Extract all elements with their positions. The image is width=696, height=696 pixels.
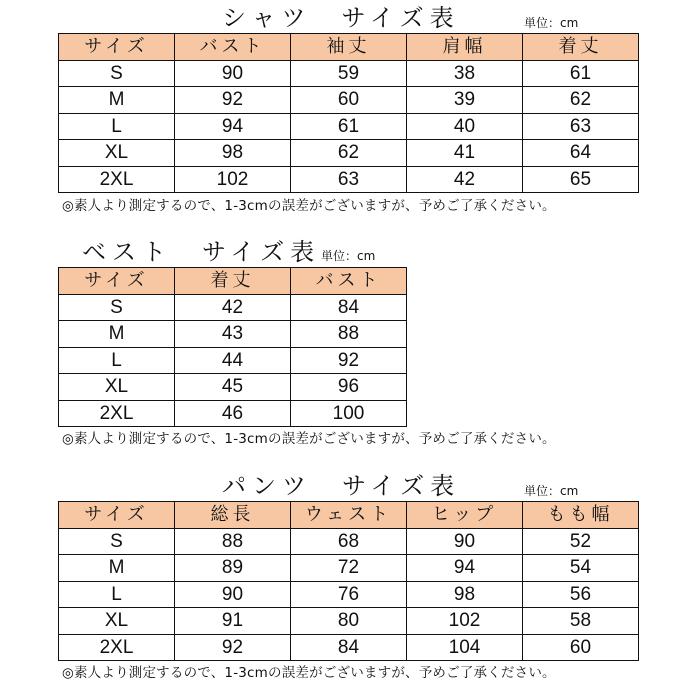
table-header-row bbox=[59, 502, 639, 529]
shirt-measurement-note: ◎素人より測定するので、1-3cmの誤差がございますが、予めご了承ください。 bbox=[62, 198, 556, 214]
header-shoulder-width: 肩幅 bbox=[407, 34, 523, 61]
size-cell: M bbox=[59, 87, 175, 114]
value-cell: 56 bbox=[523, 581, 639, 608]
table-row bbox=[59, 347, 407, 374]
value-cell: 94 bbox=[407, 555, 523, 582]
value-cell: 90 bbox=[175, 581, 291, 608]
value-cell: 46 bbox=[175, 400, 291, 427]
header-thigh-width: もも幅 bbox=[523, 502, 639, 529]
table-row bbox=[59, 60, 639, 87]
value-cell: 59 bbox=[291, 60, 407, 87]
vest-size-table bbox=[58, 267, 407, 427]
value-cell: 63 bbox=[291, 166, 407, 193]
value-cell: 65 bbox=[523, 166, 639, 193]
table-row bbox=[59, 374, 407, 401]
value-cell: 42 bbox=[175, 294, 291, 321]
header-total-length: 総長 bbox=[175, 502, 291, 529]
value-cell: 80 bbox=[291, 608, 407, 635]
header-size: サイズ bbox=[59, 268, 175, 295]
vest-size-title: ベスト サイズ表 bbox=[82, 238, 321, 266]
table-header-row bbox=[59, 34, 639, 61]
value-cell: 61 bbox=[523, 60, 639, 87]
size-cell: 2XL bbox=[59, 166, 175, 193]
size-cell: XL bbox=[59, 374, 175, 401]
header-size: サイズ bbox=[59, 502, 175, 529]
value-cell: 38 bbox=[407, 60, 523, 87]
value-cell: 40 bbox=[407, 113, 523, 140]
header-waist: ウェスト bbox=[291, 502, 407, 529]
value-cell: 60 bbox=[291, 87, 407, 114]
value-cell: 41 bbox=[407, 140, 523, 167]
size-cell: S bbox=[59, 528, 175, 555]
value-cell: 102 bbox=[407, 608, 523, 635]
header-length: 着丈 bbox=[523, 34, 639, 61]
value-cell: 72 bbox=[291, 555, 407, 582]
shirt-size-title: シャツ サイズ表 bbox=[222, 4, 460, 32]
vest-unit-label: 単位：cm bbox=[321, 249, 376, 263]
header-bust: バスト bbox=[175, 34, 291, 61]
value-cell: 104 bbox=[407, 634, 523, 661]
value-cell: 92 bbox=[175, 634, 291, 661]
table-row bbox=[59, 634, 639, 661]
value-cell: 45 bbox=[175, 374, 291, 401]
table-row bbox=[59, 87, 639, 114]
shirt-unit-label: 単位：cm bbox=[524, 16, 579, 30]
header-sleeve-length: 袖丈 bbox=[291, 34, 407, 61]
shirt-size-table bbox=[58, 33, 639, 193]
size-cell: M bbox=[59, 555, 175, 582]
pants-measurement-note: ◎素人より測定するので、1-3cmの誤差がございますが、予めご了承ください。 bbox=[62, 665, 556, 681]
header-hip: ヒップ bbox=[407, 502, 523, 529]
value-cell: 76 bbox=[291, 581, 407, 608]
pants-size-title: パンツ サイズ表 bbox=[222, 472, 461, 500]
table-row bbox=[59, 608, 639, 635]
value-cell: 102 bbox=[175, 166, 291, 193]
table-header-row bbox=[59, 268, 407, 295]
header-bust: バスト bbox=[291, 268, 407, 295]
table-row bbox=[59, 321, 407, 348]
value-cell: 98 bbox=[175, 140, 291, 167]
size-cell: L bbox=[59, 113, 175, 140]
table-row bbox=[59, 294, 407, 321]
table-row bbox=[59, 166, 639, 193]
value-cell: 90 bbox=[175, 60, 291, 87]
value-cell: 64 bbox=[523, 140, 639, 167]
value-cell: 60 bbox=[523, 634, 639, 661]
pants-unit-label: 単位：cm bbox=[524, 484, 579, 498]
value-cell: 84 bbox=[291, 634, 407, 661]
value-cell: 88 bbox=[291, 321, 407, 348]
value-cell: 88 bbox=[175, 528, 291, 555]
header-size: サイズ bbox=[59, 34, 175, 61]
value-cell: 61 bbox=[291, 113, 407, 140]
value-cell: 58 bbox=[523, 608, 639, 635]
size-cell: XL bbox=[59, 608, 175, 635]
value-cell: 91 bbox=[175, 608, 291, 635]
value-cell: 42 bbox=[407, 166, 523, 193]
value-cell: 89 bbox=[175, 555, 291, 582]
pants-size-table bbox=[58, 501, 639, 661]
value-cell: 92 bbox=[175, 87, 291, 114]
table-row bbox=[59, 555, 639, 582]
value-cell: 54 bbox=[523, 555, 639, 582]
value-cell: 98 bbox=[407, 581, 523, 608]
value-cell: 44 bbox=[175, 347, 291, 374]
value-cell: 96 bbox=[291, 374, 407, 401]
value-cell: 62 bbox=[523, 87, 639, 114]
value-cell: 90 bbox=[407, 528, 523, 555]
value-cell: 52 bbox=[523, 528, 639, 555]
value-cell: 39 bbox=[407, 87, 523, 114]
size-cell: S bbox=[59, 60, 175, 87]
value-cell: 63 bbox=[523, 113, 639, 140]
table-row bbox=[59, 581, 639, 608]
size-cell: 2XL bbox=[59, 634, 175, 661]
table-row bbox=[59, 113, 639, 140]
value-cell: 62 bbox=[291, 140, 407, 167]
value-cell: 92 bbox=[291, 347, 407, 374]
value-cell: 68 bbox=[291, 528, 407, 555]
table-row bbox=[59, 528, 639, 555]
value-cell: 84 bbox=[291, 294, 407, 321]
size-cell: L bbox=[59, 581, 175, 608]
value-cell: 43 bbox=[175, 321, 291, 348]
value-cell: 100 bbox=[291, 400, 407, 427]
size-cell: 2XL bbox=[59, 400, 175, 427]
size-cell: L bbox=[59, 347, 175, 374]
table-row bbox=[59, 140, 639, 167]
value-cell: 94 bbox=[175, 113, 291, 140]
size-cell: S bbox=[59, 294, 175, 321]
table-row bbox=[59, 400, 407, 427]
size-cell: XL bbox=[59, 140, 175, 167]
vest-measurement-note: ◎素人より測定するので、1-3cmの誤差がございますが、予めご了承ください。 bbox=[62, 431, 556, 447]
header-length: 着丈 bbox=[175, 268, 291, 295]
size-cell: M bbox=[59, 321, 175, 348]
